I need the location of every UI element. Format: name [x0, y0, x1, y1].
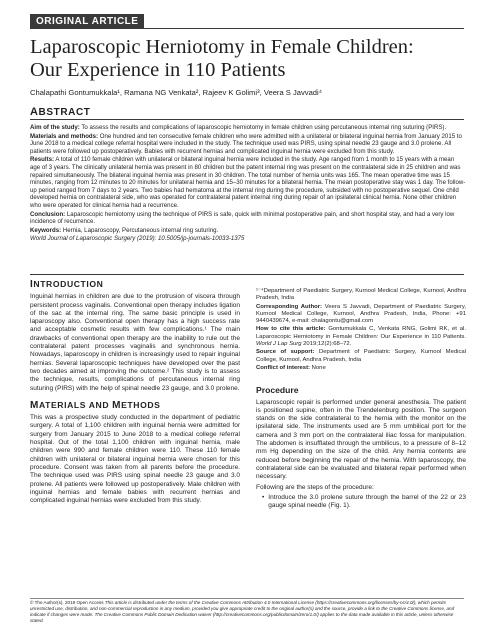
header-divider	[30, 28, 464, 29]
article-type-badge: ORIGINAL ARTICLE	[30, 14, 144, 29]
author-list: Chalapathi Gontumukkala¹, Ramana NG Venkata², Rajeev K Golimi³, Veera S Javvadi⁴	[30, 88, 322, 97]
methods-heading: MATERIALS AND METHODS	[30, 399, 161, 411]
title-line-2: Our Experience in 110 Patients	[30, 59, 286, 81]
introduction-heading: INTRODUCTION	[30, 279, 104, 290]
abstract-top-rule	[30, 119, 464, 120]
source-of-support: Source of support: Department of Paediatric Surgery, Kurnool Medical College, Kurnool, Andhra Pradesh, India	[256, 349, 466, 363]
license-footer: © The Author(s). 2019 Open Access This article is distributed under the terms of the Creative Commons Attribution 4.0 International License (https://creativecommons.org/licenses/by-nc/4.0/), which permits unrestricted use, distribution, and non-commercial reproduction in any medium, provided you give appropriate credit to the original author(s) and the source, provide a link to the Creative Commons license, and indicate if changes were made. The Creative Commons Public Domain Dedication waiver (http://creativecommons.org/publicdomain/zero/1.0/) applies to the data made available in this article, unless otherwise stated.	[30, 600, 455, 623]
title-line-1: Laparoscopic Herniotomy in Female Children:	[30, 36, 414, 58]
article-title	[30, 36, 470, 82]
abstract-citation: World Journal of Laparoscopic Surgery (2019): 10.5005/jp-journals-10033-1375	[30, 235, 245, 243]
footer-divider	[30, 598, 464, 599]
procedure-heading: Procedure	[256, 385, 299, 396]
how-to-cite: How to cite this article: Gontumukkala C, Venkata RNG, Golimi RK, et al. Laparoscopic Herniotomy in Female Children: Our Experience in 110 Patients. World J Lap Surg 2019;12(2):68–72.	[256, 326, 466, 348]
abstract-results: Results: A total of 110 female children with unilateral or bilateral inguinal hernia were included in the study. Age ranged from 1 month to 15 years with a mean age of 3 years. The clinically unilateral hernia was present in 80 children but the patent internal ring was present on the contralateral side in 25 children and was repaired simultaneously. The bilateral inguinal hernia was present in 30 children. The total number of hernia units was 165. The mean operative time was 15 minutes, ranging from 12 minutes to 20 minutes for unilateral hernia and 15–30 minutes for a bilateral hernia. The mean postoperative stay was 1 day. The follow-up period ranged from 7 days to 2 years. Two babies had hematoma at the internal ring during the procedure, subsided with no postoperative sequel. One child developed hernia on contralateral side, who was operated for contralateral patent internal ring during repair of an ipsilateral clinical hernia. None other children who were operated for clinical hernia had a recurrence.	[30, 156, 466, 209]
abstract-bottom-rule	[30, 274, 464, 275]
bullet-icon: •	[262, 493, 265, 501]
right-column	[256, 280, 466, 510]
left-column	[30, 280, 240, 507]
procedure-step-1-text: Introduce the 3.0 prolene suture through the barrel of the 22 or 23 gauge spinal needle (Fig. 1).	[268, 493, 466, 510]
introduction-text: Inguinal hernias in children are due to the protrusion of viscera through persistent process vaginalis. Conventional open therapy includes ligation of the sac at the internal ring. The same basic principle is used in laparoscopy also. Conventional open therapy has a high success rate and acceptable cosmetic results with few complications.¹ The main drawbacks of conventional open therapy are the inability to rule out the contralateral patent processes vaginalis and synchronous hernia. Nowadays, laparoscopy in children is increasingly used to repair inguinal hernias. Several laparoscopic techniques have developed over the past two decades aimed at improving the outcome.² This study is to assess the technique, results, complications of percutaneous internal ring suturing (PIRS) with the help of spinal needle 23 gauge, and 3.0 prolene.	[30, 293, 240, 392]
procedure-steps-intro: Following are the steps of the procedure:	[256, 483, 374, 491]
abstract-conclusion: Conclusion: Laparoscopic herniotomy using the technique of PIRS is safe, quick with minimal postoperative pain, and short hospital stay, and had a very low incidence of recurrence.	[30, 210, 455, 226]
abstract-keywords: Keywords: Hernia, Laparoscopy, Percutaneous internal ring suturing.	[30, 226, 219, 234]
abstract-methods: Materials and methods: One hundred and ten consecutive female children who were admitted with a unilateral or bilateral inguinal hernia from January 2015 to June 2018 to a medical college referral hospital were included in the study. The technique used was PIRS, using spinal needle 23 gauge and 3.0 prolene. All patients were followed up postoperatively. Babies with recurrent hernias and complicated inguinal hernia were excluded from this study.	[30, 132, 462, 155]
procedure-step-1	[256, 494, 466, 511]
abstract-aim: Aim of the study: To assess the results and complications of laparoscopic herniotomy in female children using percutaneous internal ring suturing (PIRS).	[30, 124, 447, 131]
procedure-text: Laparoscopic repair is performed under general anesthesia. The patient is positioned supine, often in the Trendelenburg position. The surgeon stands on the side contralateral to the hernia with the monitor on the ipsilateral side. The instruments used are 5 mm umbilical port for the camera and 3 mm port on the contralateral iliac fossa for manipulation. The abdomen is insufflated through the umbilicus, to a pressure of 8–12 mm Hg depending on the size of the child. Any hernia contents are reduced before beginning the repair of the hernia. With laparoscopy, the contralateral side can be evaluated and bilateral repair performed when necessary.	[256, 398, 466, 481]
conflict-of-interest: Conflict of interest: None	[256, 364, 326, 371]
methods-text: This was a prospective study conducted in the department of pediatric surgery. A total of 1,100 children with inguinal hernia were admitted for surgery from January 2015 to June 2018 to a medical college referral hospital. Out of the total 1,100 children with inguinal hernia, male children were 990 and female children were 110. These 110 female children with unilateral or bilateral inguinal hernia were chosen for this procedure. Consent was taken from all parents before the procedure. The technique used was PIRS using spinal needle 23 gauge and 3.0 prolene. All patients were followed up postoperatively. Male children with inguinal hernias and female babies with recurrent hernias and complicated inguinal hernias were excluded from this study.	[30, 414, 240, 505]
affiliation-dept: ¹⁻⁴Department of Paediatric Surgery, Kurnool Medical College, Kurnool, Andhra Pradesh, India	[256, 288, 466, 302]
corresponding-author: Corresponding Author: Veera S Javvadi, Department of Paediatric Surgery, Kurnool Medical College, Kurnool, Andhra Pradesh, India, Phone: +91 9440439674, e-mail: chalagontu@gmail.com	[256, 303, 466, 325]
affiliations-block	[256, 288, 466, 372]
abstract-body	[30, 124, 466, 244]
abstract-heading: ABSTRACT	[30, 106, 91, 118]
